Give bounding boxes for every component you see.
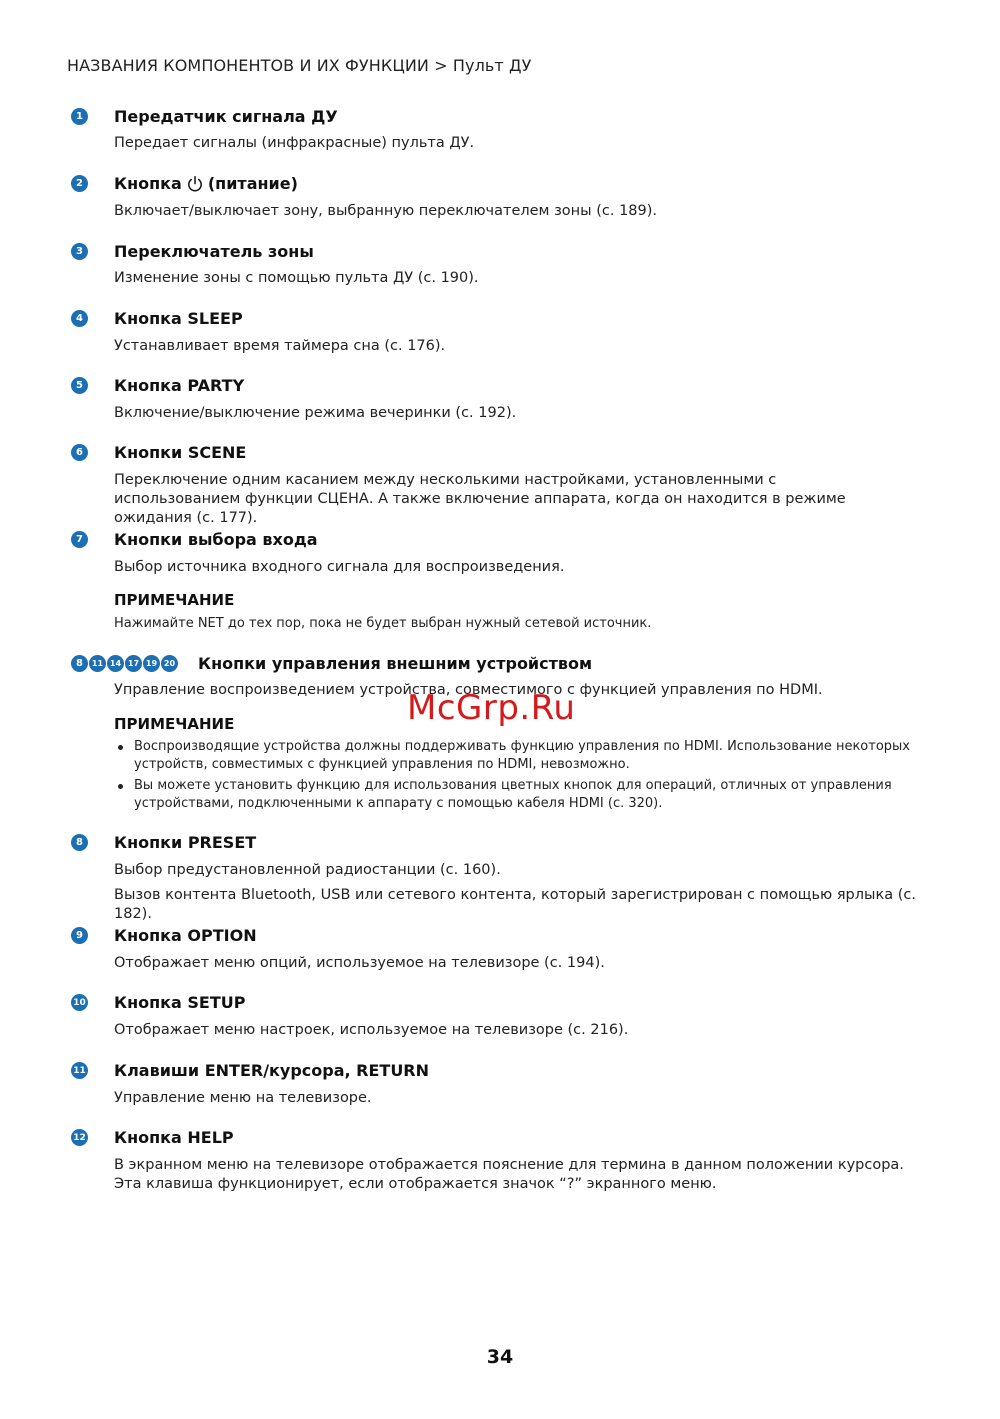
- watermark: McGrp.Ru: [407, 688, 576, 728]
- item-description: Устанавливает время таймера сна (с. 176).: [114, 338, 446, 354]
- item-description: Переключение одним касанием между несколькими настройками, установленными с использованием функции СЦЕНА. А также включение аппарата, когда он находится в режиме ожидания (с. 177).: [114, 472, 846, 526]
- item-title: Кнопки выбора входа: [114, 530, 318, 549]
- note-heading: ПРИМЕЧАНИЕ: [114, 715, 235, 733]
- item-description: Включение/выключение режима вечеринки (с. 192).: [114, 405, 517, 421]
- item-description: Изменение зоны с помощью пульта ДУ (с. 190).: [114, 270, 479, 286]
- item-number-badge: 2: [71, 175, 88, 192]
- item-title: Кнопка SETUP: [114, 993, 246, 1012]
- item-description: Выбор предустановленной радиостанции (с. 160).: [114, 862, 501, 878]
- item-number-badge: 7: [71, 531, 88, 548]
- item-number-badge: 12: [71, 1129, 88, 1146]
- item-number-badge: 10: [71, 994, 88, 1011]
- item-number-badge: 4: [71, 310, 88, 327]
- page-number: 34: [486, 1346, 514, 1368]
- item-title-prefix: Кнопка: [114, 174, 182, 193]
- item-number-badge: 8: [71, 655, 88, 672]
- note-bullet: Вы можете установить функцию для использования цветных кнопок для операций, отличных от управления устройствами, подключенными к аппарату с помощью кабеля HDMI (с. 320).: [114, 777, 914, 813]
- item-title: Передатчик сигнала ДУ: [114, 107, 338, 126]
- item-title: [114, 174, 298, 193]
- note-text: Нажимайте NET до тех пор, пока не будет выбран нужный сетевой источник.: [114, 616, 652, 631]
- item-description: Управление воспроизведением устройства, совместимого с функцией управления по HDMI.: [114, 682, 823, 698]
- item-title: Клавиши ENTER/курсора, RETURN: [114, 1061, 430, 1080]
- item-number-badge: 20: [161, 655, 178, 672]
- item-description-secondary: Вызов контента Bluetooth, USB или сетевого контента, который зарегистрирован с помощью ярлыка (с. 182).: [114, 887, 916, 922]
- item-number-badge: 17: [125, 655, 142, 672]
- item-description: Управление меню на телевизоре.: [114, 1090, 372, 1106]
- item-description: Передает сигналы (инфракрасные) пульта ДУ.: [114, 135, 475, 151]
- power-icon: [186, 175, 204, 193]
- note-heading: ПРИМЕЧАНИЕ: [114, 591, 235, 609]
- item-number-badge: 11: [71, 1062, 88, 1079]
- item-number-badge: 5: [71, 377, 88, 394]
- item-number-badge: 11: [89, 655, 106, 672]
- item-title: Переключатель зоны: [114, 242, 314, 261]
- item-description: Отображает меню опций, используемое на телевизоре (с. 194).: [114, 955, 605, 971]
- item-title: Кнопка SLEEP: [114, 309, 243, 328]
- item-title: Кнопка PARTY: [114, 376, 245, 395]
- item-number-badge: 8: [71, 834, 88, 851]
- note-bullet: Воспроизводящие устройства должны поддерживать функцию управления по HDMI. Использование некоторых устройств, совместимых с функцией управления по HDMI, невозможно.: [114, 738, 914, 774]
- item-number-badge: 1: [71, 108, 88, 125]
- item-title: Кнопка HELP: [114, 1128, 234, 1147]
- item-number-badge: 6: [71, 444, 88, 461]
- item-title: Кнопки управления внешним устройством: [198, 654, 593, 673]
- item-title-suffix: (питание): [207, 174, 298, 193]
- note-bullet-list: [114, 738, 914, 816]
- item-number-badge: 3: [71, 243, 88, 260]
- item-number-badge: 14: [107, 655, 124, 672]
- item-description: Отображает меню настроек, используемое на телевизоре (с. 216).: [114, 1022, 629, 1038]
- item-number-badge: 9: [71, 927, 88, 944]
- item-number-badge: 19: [143, 655, 160, 672]
- breadcrumb: НАЗВАНИЯ КОМПОНЕНТОВ И ИХ ФУНКЦИИ > Пульт ДУ: [67, 56, 532, 75]
- item-number-badges: [71, 655, 178, 672]
- item-description: В экранном меню на телевизоре отображается пояснение для термина в данном положении курсора. Эта клавиша функционирует, если отображается значок “?” экранного меню.: [114, 1157, 904, 1192]
- item-description: Выбор источника входного сигнала для воспроизведения.: [114, 559, 565, 575]
- item-title: Кнопки PRESET: [114, 833, 257, 852]
- item-title: Кнопки SCENE: [114, 443, 247, 462]
- item-title: Кнопка OPTION: [114, 926, 257, 945]
- item-description: Включает/выключает зону, выбранную переключателем зоны (с. 189).: [114, 203, 658, 219]
